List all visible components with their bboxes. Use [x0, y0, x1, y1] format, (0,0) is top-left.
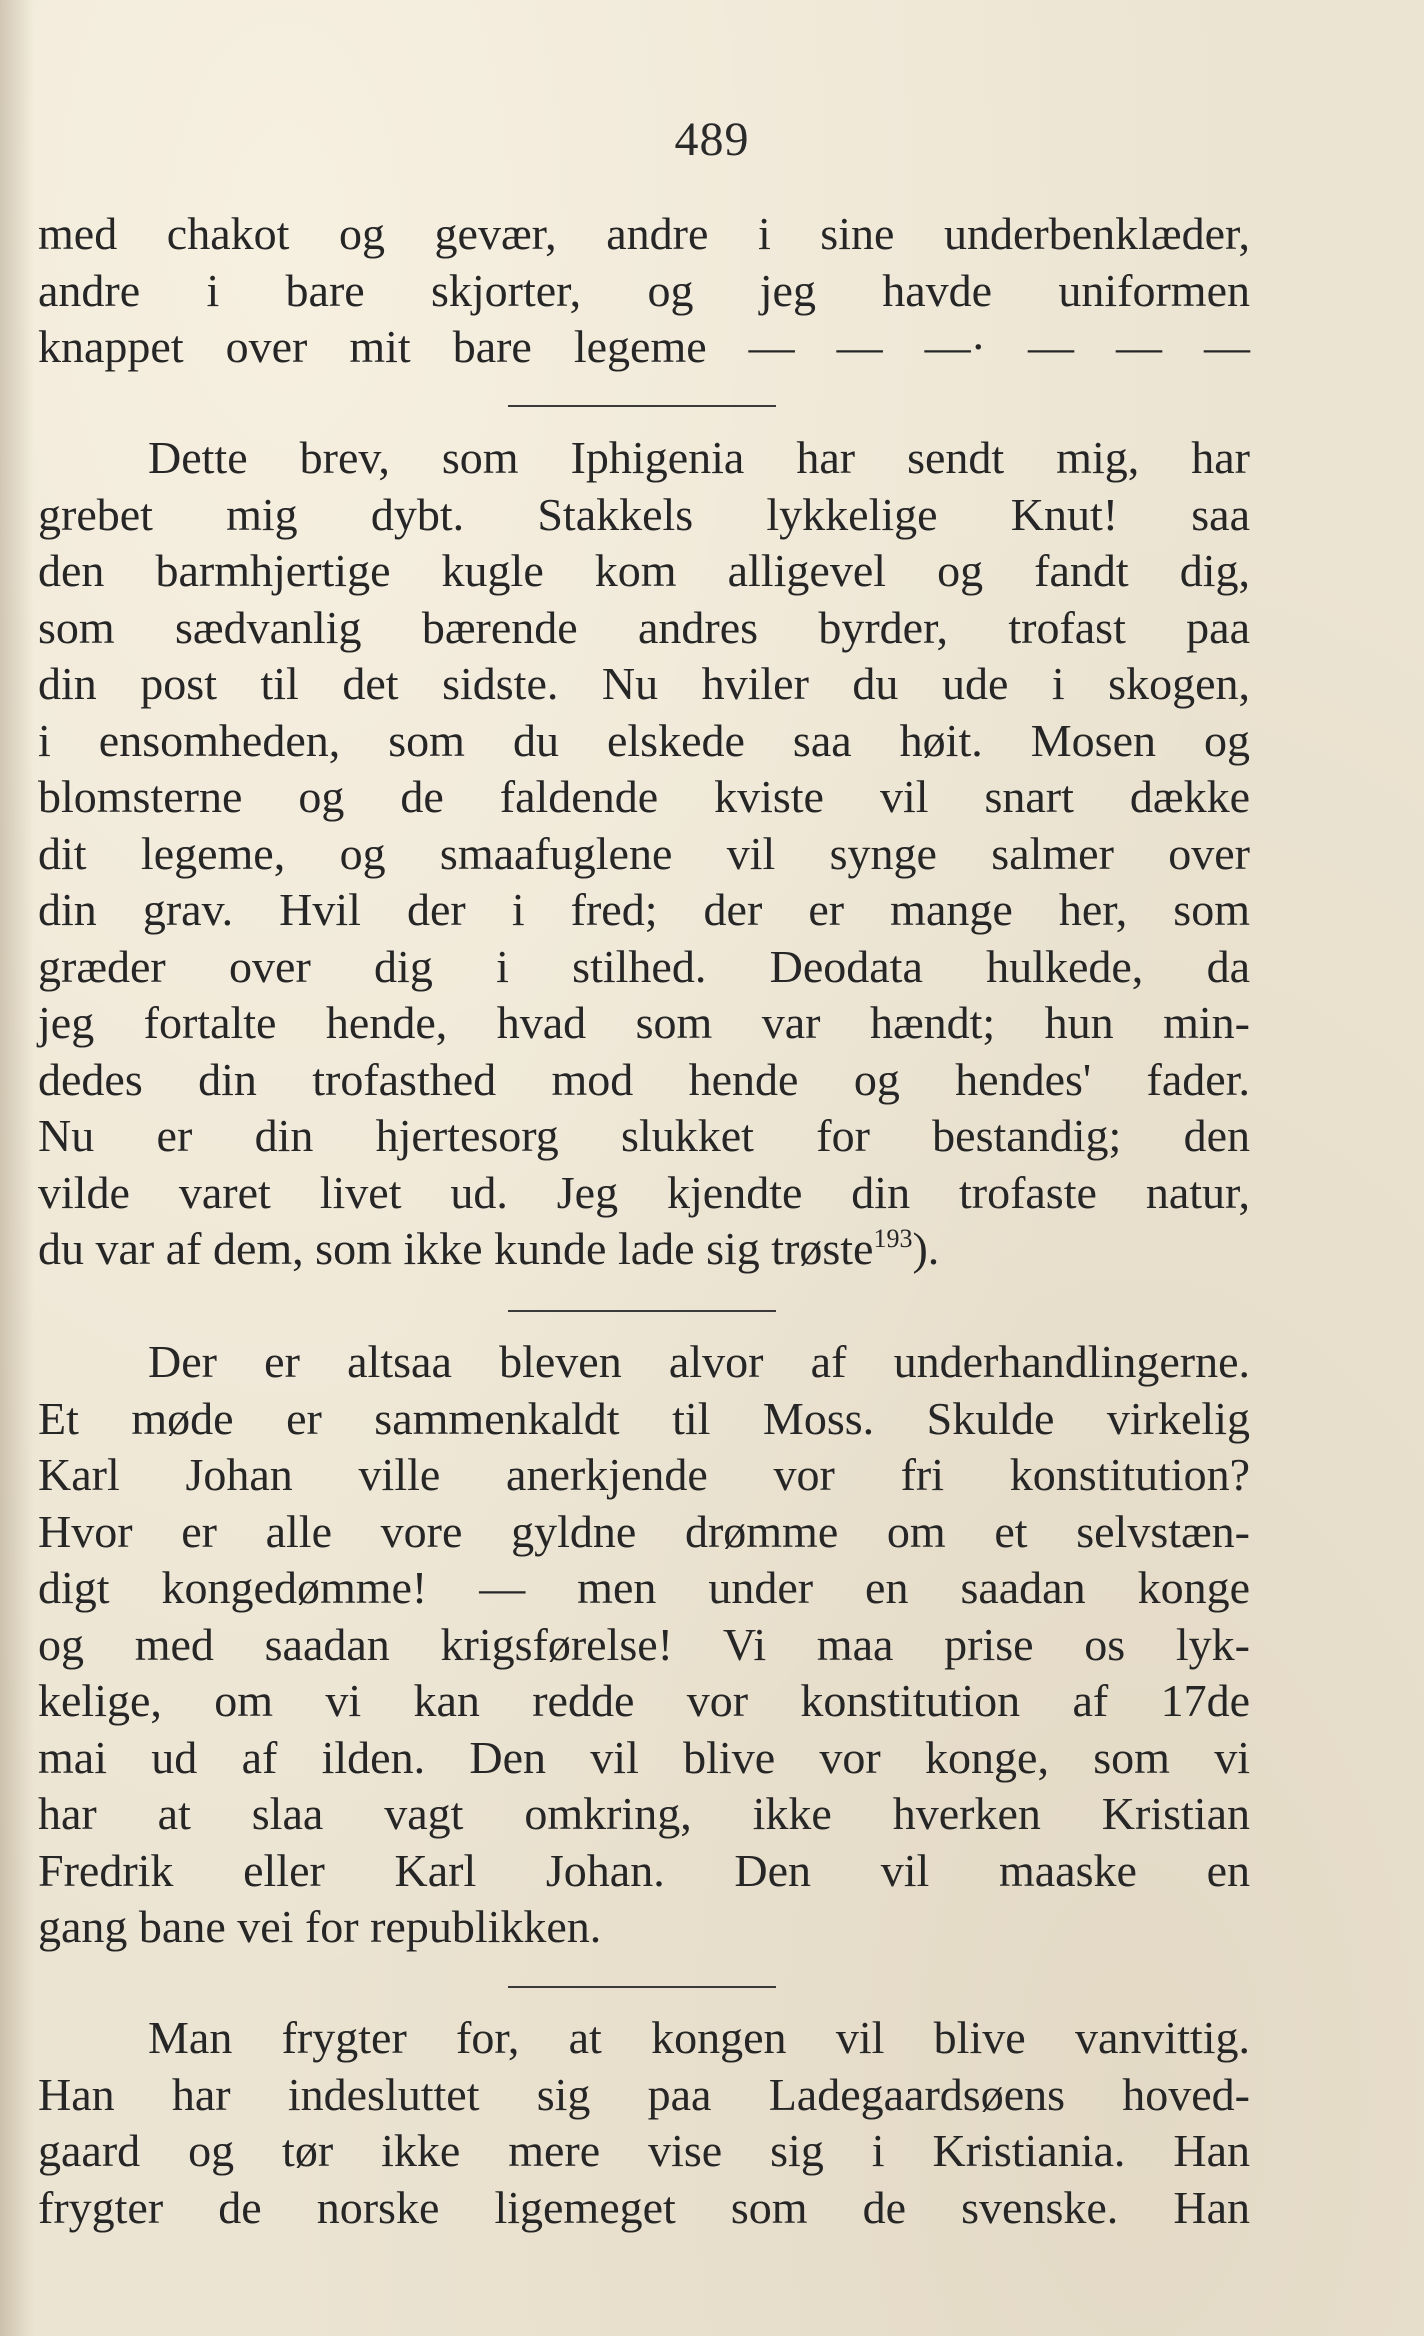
- text-line: digt kongedømme! — men under en saadan konge: [38, 1562, 1250, 1613]
- text-line-body: du var af dem, som ikke kunde lade sig trøste: [38, 1223, 874, 1274]
- section-divider: [508, 1310, 776, 1312]
- text-line: har at slaa vagt omkring, ikke hverken Kristian: [38, 1788, 1250, 1839]
- text-line: knappet over mit bare legeme — — —· — — —: [38, 321, 1250, 372]
- section-divider: [508, 1986, 776, 1988]
- text-line: blomsterne og de faldende kviste vil snart dække: [38, 771, 1250, 822]
- text-line: Der er altsaa bleven alvor af underhandlingerne.: [148, 1336, 1250, 1387]
- text-line: gang bane vei for republikken.: [38, 1901, 602, 1952]
- text-line: [38, 1221, 1250, 1278]
- text-line: din grav. Hvil der i fred; der er mange her, som: [38, 884, 1250, 935]
- text-line: dit legeme, og smaafuglene vil synge salmer over: [38, 827, 1250, 879]
- text-line: Fredrik eller Karl Johan. Den vil maaske en: [38, 1844, 1250, 1896]
- text-line: som sædvanlig bærende andres byrder, trofast paa: [38, 601, 1250, 653]
- page-edge-shadow: [0, 0, 34, 2336]
- text-line: Dette brev, som Iphigenia har sendt mig, har: [148, 432, 1250, 483]
- text-line: Et møde er sammenkaldt til Moss. Skulde virkelig: [38, 1392, 1250, 1444]
- text-line: andre i bare skjorter, og jeg havde uniformen: [38, 264, 1250, 316]
- section-divider: [508, 405, 776, 407]
- page-number: 489: [674, 113, 750, 166]
- text-line: og med saadan krigsførelse! Vi maa prise os lyk-: [38, 1618, 1250, 1670]
- text-line: frygter de norske ligemeget som de svenske. Han: [38, 2181, 1250, 2233]
- text-line: med chakot og gevær, andre i sine underbenklæder,: [38, 208, 1250, 259]
- text-line: Han har indesluttet sig paa Ladegaardsøens hoved-: [38, 2068, 1250, 2120]
- text-line: jeg fortalte hende, hvad som var hændt; hun min-: [38, 997, 1250, 1048]
- text-line: dedes din trofasthed mod hende og hendes' fader.: [38, 1053, 1250, 1105]
- text-line: Karl Johan ville anerkjende vor fri konstitution?: [38, 1449, 1250, 1500]
- text-line: Nu er din hjertesorg slukket for bestandig; den: [38, 1110, 1250, 1161]
- text-line: gaard og tør ikke mere vise sig i Kristiania. Han: [38, 2125, 1250, 2176]
- text-line: græder over dig i stilhed. Deodata hulkede, da: [38, 940, 1250, 992]
- text-line: vilde varet livet ud. Jeg kjendte din trofaste natur,: [38, 1166, 1250, 1218]
- paragraph-1: [38, 206, 1250, 376]
- paragraph-4: [38, 2010, 1250, 2236]
- text-line: grebet mig dybt. Stakkels lykkelige Knut! saa: [38, 488, 1250, 540]
- text-line: din post til det sidste. Nu hviler du ude i skogen,: [38, 658, 1250, 709]
- paragraph-3: [38, 1334, 1250, 1956]
- paragraph-2: [38, 430, 1250, 1278]
- text-line: kelige, om vi kan redde vor konstitution af 17de: [38, 1675, 1250, 1726]
- text-line: Hvor er alle vore gyldne drømme om et selvstæn-: [38, 1505, 1250, 1557]
- text-line: mai ud af ilden. Den vil blive vor konge, som vi: [38, 1731, 1250, 1783]
- text-line-end: ).: [912, 1223, 940, 1274]
- text-line: Man frygter for, at kongen vil blive vanvittig.: [148, 2012, 1250, 2063]
- text-line: i ensomheden, som du elskede saa høit. Mosen og: [38, 714, 1250, 766]
- footnote-ref: 193: [873, 1224, 913, 1253]
- text-line: den barmhjertige kugle kom alligevel og fandt dig,: [38, 545, 1250, 596]
